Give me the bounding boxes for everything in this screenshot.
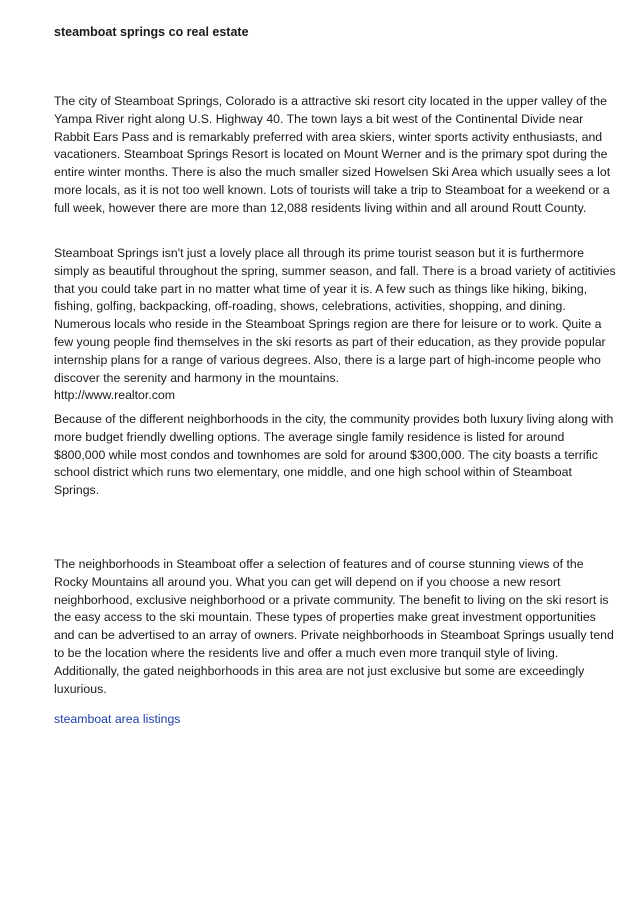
paragraph-seasons-block (54, 245, 616, 405)
paragraph-seasons: Steamboat Springs isn't just a lovely place all through its prime tourist season but it is furthermore simply as beautiful throughout the spring, summer season, and fall. There is a broad variety of actitivies that you could take part in no matter what time of year it is. A few such as things like hiking, biking, fishing, golfing, backpacking, off-roading, shows, celebrations, activities, shopping, and dining. Numerous locals who reside in the Steamboat Springs region are there for leisure or to work. Quite a few young people find themselves in the ski resorts as part of their education, as they provide popular internship plans for a range of various degrees. Also, there is a large part of high-income people who discover the serenity and harmony in the mountains. (54, 246, 616, 385)
paragraph-housing: Because of the different neighborhoods in the city, the community provides both luxury living along with more budget friendly dwelling options. The average single family residence is listed for around $800,000 while most condos and townhomes are sold for around $300,000. The city boasts a terrific school district which runs two elementary, one middle, and one high school within of Steamboat Springs. (54, 412, 614, 498)
source-url: http://www.realtor.com (54, 388, 175, 403)
document-title: steamboat springs co real estate (54, 25, 249, 39)
area-listings-link[interactable]: steamboat area listings (54, 712, 181, 726)
paragraph-neighborhoods: The neighborhoods in Steamboat offer a selection of features and of course stunning views of the Rocky Mountains all around you. What you can get will depend on if you choose a new resort neighborhood, exclusive neighborhood or a private community. The benefit to living on the ski resort is the easy access to the ski mountain. These types of properties make great investment opportunities and can be advertised to an array of owners. Private neighborhoods in Steamboat Springs usually tend to be the location where the residents live and offer a much even more tranquil style of living. Additionally, the gated neighborhoods in this area are not just exclusive but some are exceedingly luxurious. (54, 557, 614, 696)
paragraph-intro: The city of Steamboat Springs, Colorado is a attractive ski resort city located in the upper valley of the Yampa River right along U.S. Highway 40. The town lays a bit west of the Continental Divide near Rabbit Ears Pass and is remarkably preferred with area skiers, winter sports activity enthusiasts, and vacationers. Steamboat Springs Resort is located on Mount Werner and is the primary spot during the entire winter months. There is also the much smaller sized Howelsen Ski Area which usually sees a lot more locals, as it is not too well known. Lots of tourists will take a trip to Steamboat for a weekend or a full week, however there are more than 12,088 residents living within and all around Routt County. (54, 94, 611, 215)
